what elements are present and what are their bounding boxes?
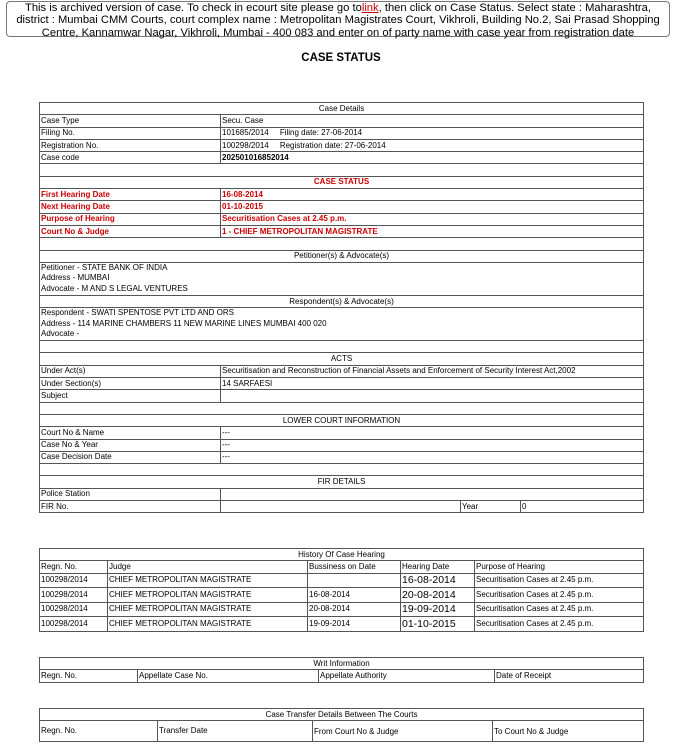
petitioner-address: Address - MUMBAI [41, 273, 110, 283]
filing-no-value: 101685/2014 Filing date: 27-06-2014 [221, 127, 644, 139]
police-station-value [221, 488, 644, 500]
fir-year-label: Year [461, 501, 521, 513]
under-act-value: Securitisation and Reconstruction of Financial Assets and Enforcement of Security Interest Act,2002 [221, 365, 644, 377]
writ-table [39, 657, 644, 683]
transfer-col-from: From Court No & Judge [313, 721, 493, 742]
purpose-value: Securitisation Cases at 2.45 p.m. [221, 213, 644, 225]
hearing-history-table [39, 548, 644, 632]
history-col-purpose: Purpose of Hearing [475, 561, 644, 573]
writ-col-regn: Regn. No. [40, 670, 138, 682]
transfer-col-to: To Court No & Judge [493, 721, 644, 742]
history-col-business-date: Bussiness on Date [308, 561, 401, 573]
respondent-advocate: Advocate - [41, 329, 80, 339]
page-title: CASE STATUS [301, 52, 381, 64]
spacer-row [40, 464, 644, 476]
respondent-block [40, 308, 644, 341]
history-business-date: 19-09-2014 [308, 617, 401, 632]
fir-heading: FIR DETAILS [40, 476, 644, 488]
petitioner-advocate: Advocate - M AND S LEGAL VENTURES [41, 283, 188, 293]
archive-notice [6, 1, 670, 37]
writ-col-appellate-case: Appellate Case No. [138, 670, 319, 682]
petitioner-heading: Petitioner(s) & Advocate(s) [40, 250, 644, 262]
under-section-label: Under Section(s) [40, 378, 221, 390]
table-row [40, 617, 644, 632]
transfer-col-regn: Regn. No. [40, 721, 158, 742]
case-type-label: Case Type [40, 115, 221, 127]
lower-decision-date-label: Case Decision Date [40, 451, 221, 463]
lower-case-no-value: --- [221, 439, 644, 451]
lower-court-heading: LOWER COURT INFORMATION [40, 414, 644, 426]
registration-no-value: 100298/2014 Registration date: 27-06-2014 [221, 139, 644, 151]
under-section-value: 14 SARFAESI [221, 378, 644, 390]
table-row [40, 573, 644, 588]
registration-no-label: Registration No. [40, 139, 221, 151]
court-judge-label: Court No & Judge [40, 225, 221, 237]
history-col-regn: Regn. No. [40, 561, 108, 573]
history-heading: History Of Case Hearing [40, 549, 644, 561]
petitioner-block [40, 262, 644, 295]
lower-case-no-label: Case No & Year [40, 439, 221, 451]
history-judge: CHIEF METROPOLITAN MAGISTRATE [108, 602, 308, 617]
first-hearing-value: 16-08-2014 [221, 189, 644, 201]
acts-heading: ACTS [40, 353, 644, 365]
notice-text-before: This is archived version of case. To check in ecourt site please go to [24, 2, 362, 14]
ecourt-link[interactable]: link [361, 2, 379, 14]
table-row [40, 588, 644, 603]
writ-heading: Writ Information [40, 658, 644, 670]
history-purpose: Securitisation Cases at 2.45 p.m. [475, 602, 644, 617]
respondent-name: Respondent - SWATI SPENTOSE PVT LTD AND ORS [41, 308, 234, 318]
history-purpose: Securitisation Cases at 2.45 p.m. [475, 573, 644, 588]
case-details-heading: Case Details [40, 103, 644, 115]
case-code-value: 202501016852014 [221, 152, 644, 164]
spacer-row [40, 402, 644, 414]
history-regn: 100298/2014 [40, 588, 108, 603]
case-status-heading: CASE STATUS [40, 176, 644, 188]
history-purpose: Securitisation Cases at 2.45 p.m. [475, 588, 644, 603]
petitioner-name: Petitioner - STATE BANK OF INDIA [41, 262, 168, 272]
purpose-label: Purpose of Hearing [40, 213, 221, 225]
fir-no-label: FIR No. [40, 501, 221, 513]
spacer-row [40, 238, 644, 250]
spacer-row [40, 341, 644, 353]
case-code-label: Case code [40, 152, 221, 164]
transfer-heading: Case Transfer Details Between The Courts [40, 709, 644, 721]
history-purpose: Securitisation Cases at 2.45 p.m. [475, 617, 644, 632]
history-regn: 100298/2014 [40, 617, 108, 632]
history-business-date: 16-08-2014 [308, 588, 401, 603]
police-station-label: Police Station [40, 488, 221, 500]
case-details-table [39, 102, 644, 513]
transfer-table [39, 708, 644, 742]
history-regn: 100298/2014 [40, 573, 108, 588]
transfer-col-date: Transfer Date [158, 721, 313, 742]
history-judge: CHIEF METROPOLITAN MAGISTRATE [108, 588, 308, 603]
first-hearing-label: First Hearing Date [40, 189, 221, 201]
fir-no-value [221, 501, 461, 513]
lower-court-no-value: --- [221, 427, 644, 439]
under-act-label: Under Act(s) [40, 365, 221, 377]
history-hearing-date: 20-08-2014 [401, 588, 475, 603]
lower-decision-date-value: --- [221, 451, 644, 463]
writ-col-appellate-authority: Appellate Authority [319, 670, 495, 682]
case-type-value: Secu. Case [221, 115, 644, 127]
respondent-heading: Respondent(s) & Advocate(s) [40, 295, 644, 307]
table-row [40, 602, 644, 617]
history-judge: CHIEF METROPOLITAN MAGISTRATE [108, 617, 308, 632]
spacer-row [40, 164, 644, 176]
next-hearing-value: 01-10-2015 [221, 201, 644, 213]
subject-value [221, 390, 644, 402]
history-regn: 100298/2014 [40, 602, 108, 617]
respondent-address: Address - 114 MARINE CHAMBERS 11 NEW MARINE LINES MUMBAI 400 020 [41, 318, 327, 328]
fir-year-value: 0 [521, 501, 644, 513]
writ-col-date-receipt: Date of Receipt [495, 670, 644, 682]
history-hearing-date: 01-10-2015 [401, 617, 475, 632]
history-col-judge: Judge [108, 561, 308, 573]
history-business-date: 20-08-2014 [308, 602, 401, 617]
lower-court-no-label: Court No & Name [40, 427, 221, 439]
history-hearing-date: 19-09-2014 [401, 602, 475, 617]
history-hearing-date: 16-08-2014 [401, 573, 475, 588]
court-judge-value: 1 - CHIEF METROPOLITAN MAGISTRATE [221, 225, 644, 237]
history-judge: CHIEF METROPOLITAN MAGISTRATE [108, 573, 308, 588]
notice-text-after: , then click on Case Status. Select state : Maharashtra, district : Mumbai CMM Courts, court complex name : Metropolitan Magistrates Court, Vikhroli, Building No.2, Sai Prasad Shopping Centre, Kannamwar Nagar, Vikhroli, Mumbai - 400 083 and enter on of party name with case year from registration date [16, 2, 660, 39]
history-business-date [308, 573, 401, 588]
next-hearing-label: Next Hearing Date [40, 201, 221, 213]
subject-label: Subject [40, 390, 221, 402]
filing-no-label: Filing No. [40, 127, 221, 139]
history-col-hearing-date: Hearing Date [401, 561, 475, 573]
